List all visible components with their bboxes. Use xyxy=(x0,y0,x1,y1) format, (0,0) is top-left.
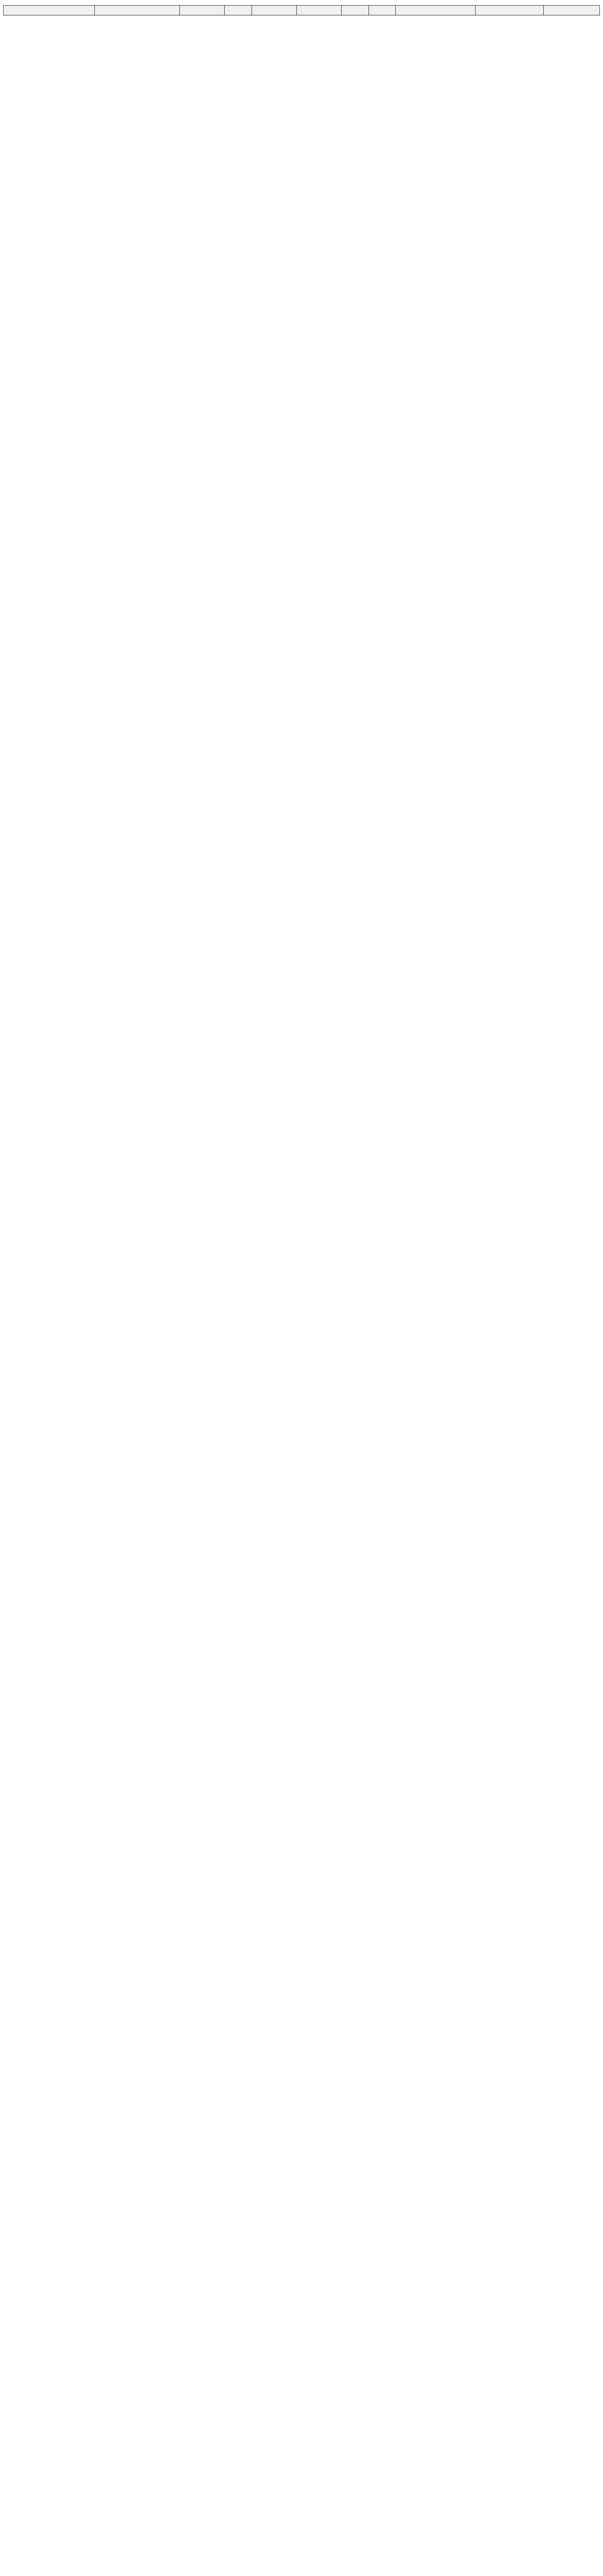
page xyxy=(0,0,603,21)
col-header xyxy=(252,6,297,15)
col-header xyxy=(225,6,252,15)
table-header-row xyxy=(4,6,600,15)
col-header xyxy=(94,6,180,15)
col-header xyxy=(4,6,95,15)
col-header xyxy=(368,6,396,15)
col-header xyxy=(543,6,599,15)
results-table xyxy=(3,5,600,15)
col-header xyxy=(180,6,225,15)
col-header xyxy=(475,6,543,15)
col-header xyxy=(296,6,341,15)
col-header xyxy=(341,6,368,15)
col-header xyxy=(396,6,475,15)
